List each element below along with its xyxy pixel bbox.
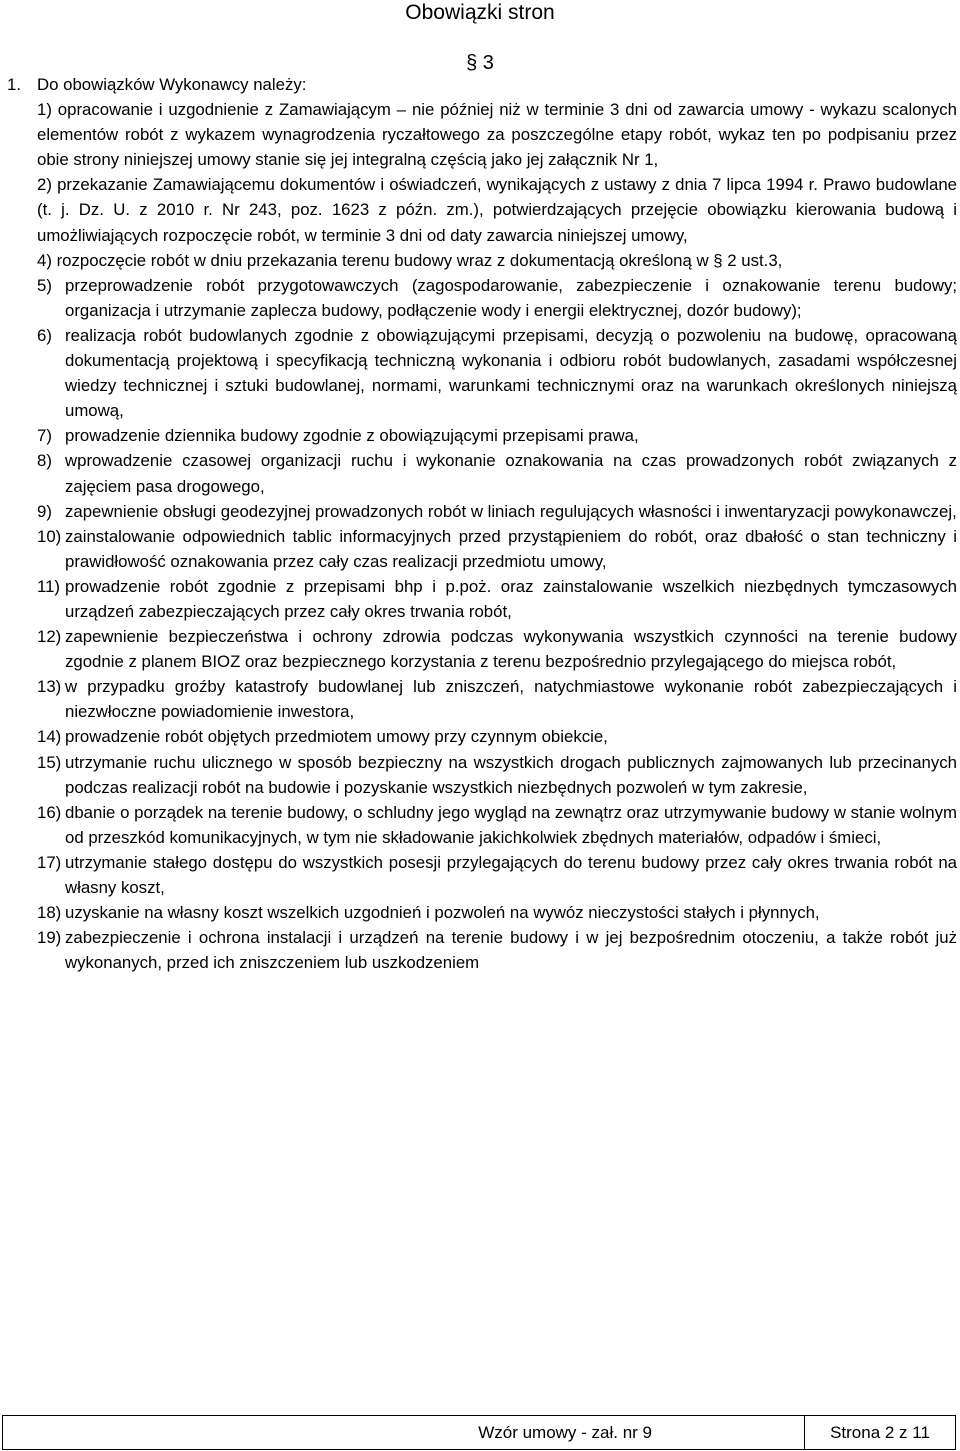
list-item-number: 1) [37,100,52,120]
footer-document-name: Wzór umowy - zał. nr 9 [3,1416,805,1449]
list-item-7 [37,423,957,448]
intro-number: 1. [7,75,21,94]
list-item-13 [37,674,957,724]
document-body [7,72,957,975]
page-footer [2,1415,956,1450]
list-item-body: wprowadzenie czasowej organizacji ruchu i wykonanie oznakowania na czas prowadzonych robót związanych z zajęciem pasa drogowego, [65,451,957,496]
list-item-4 [37,248,957,273]
list-item-number: 17) [37,852,62,872]
list-item-11 [37,574,957,624]
list-item-body: w przypadku groźby katastrofy budowlanej lub zniszczeń, natychmiastowe wykonanie robót zabezpieczających i niezwłoczne powiadomienie inwestora, [65,677,957,722]
list-item-body: realizacja robót budowlanych zgodnie z obowiązującymi przepisami, decyzją o pozwoleniu na budowę, opracowaną dokumentacją projektową i specyfikacją techniczną wykonania i odbioru robót budowlanych, zasadami współczesnej wiedzy technicznej i sztuki budowlanej, normami, warunkami technicznymi oraz na warunkach określonych niniejszą umową, [65,325,957,421]
list-item-body: zapewnienie obsługi geodezyjnej prowadzonych robót w liniach regulujących własności i inwentaryzacji powykonawczej, [65,501,957,521]
list-item-16 [37,800,957,850]
list-item-body: uzyskanie na własny koszt wszelkich uzgodnień i pozwoleń na wywóz nieczystości stałych i płynnych, [65,903,820,923]
list-item-number: 13) [37,677,62,697]
list-item-body: rozpoczęcie robót w dniu przekazania terenu budowy wraz z dokumentacją określoną w § 2 ust.3, [56,250,783,270]
list-item-number: 8) [37,451,52,471]
list-item-number: 12) [37,627,62,647]
list-item-body: utrzymanie stałego dostępu do wszystkich posesji przylegających do terenu budowy przez cały okres trwania robót na własny koszt, [65,852,957,897]
list-item-18 [37,900,957,925]
list-item-number: 2) [37,175,52,195]
list-item-number: 14) [37,727,62,747]
list-item-10 [37,524,957,574]
list-item-body: utrzymanie ruchu ulicznego w sposób bezpieczny na wszystkich drogach publicznych zajmowanych lub przecinanych podczas realizacji robót na budowie i pozyskanie wszystkich niezbędnych pozwoleń w tym zakresie, [65,752,957,797]
list-item-body: dbanie o porządek na terenie budowy, o schludny jego wygląd na zewnątrz oraz utrzymywanie budowy w stanie wolnym od przeszkód komunikacyjnych, w tym nie składowanie jakichkolwiek zbędnych materiałów, odpadów i śmieci, [65,802,957,847]
list-item-text [37,97,957,172]
list-item-number: 16) [37,802,62,822]
list-item-text [37,248,957,273]
list-item-body: prowadzenie robót objętych przedmiotem umowy przy czynnym obiekcie, [65,727,608,747]
list-item-19 [37,925,957,975]
list-item-12 [37,624,957,674]
list-item-14 [37,724,957,749]
list-item-number: 15) [37,752,62,772]
list-item-number: 18) [37,903,62,923]
list-item-15 [37,750,957,800]
intro-text: Do obowiązków Wykonawcy należy: [37,75,307,94]
list-item-17 [37,850,957,900]
list-item-number: 6) [37,325,52,345]
list-item-number: 19) [37,928,62,948]
list-item-number: 5) [37,275,52,295]
footer-page-number: Strona 2 z 11 [830,1423,930,1442]
list-item-number: 7) [37,426,52,446]
list-item-text [37,172,957,247]
list-item-number: 10) [37,526,62,546]
list-item-body: przeprowadzenie robót przygotowawczych (zagospodarowanie, zabezpieczenie i oznakowanie terenu budowy; organizacja i utrzymanie zaplecza budowy, podłączenie wody i energii elektrycznej, dozór budowy); [65,275,957,320]
list-item-9 [37,499,957,524]
list-item-1 [37,97,957,172]
list-item-body: przekazanie Zamawiającemu dokumentów i oświadczeń, wynikających z ustawy z dnia 7 lipca 1994 r. Prawo budowlane (t. j. Dz. U. z 2010 r. Nr 243, poz. 1623 z późn. zm.), potwierdzających przejęcie obowiązku kierowania budową i umożliwiających rozpoczęcie robót, w terminie 3 dni od daty zawarcia niniejszej umowy, [37,175,957,245]
list-item-6 [37,323,957,423]
list-item-body: zapewnienie bezpieczeństwa i ochrony zdrowia podczas wykonywania wszystkich czynności na terenie budowy zgodnie z planem BIOZ oraz bezpiecznego korzystania z terenu bezpośrednio przylegającego do miejsca robót, [65,627,957,672]
list-item-body: opracowanie i uzgodnienie z Zamawiającym – nie później niż w terminie 3 dni od zawarcia umowy - wykazu scalonych elementów robót z wykazem wynagrodzenia ryczałtowego za poszczególne etapy robót, wykaz ten po podpisaniu przez obie strony niniejszej umowy stanie się jej integralną częścią jako jej załącznik Nr 1, [37,100,957,170]
section-number: § 3 [466,52,494,74]
page-heading: Obowiązki stron [405,1,555,24]
list-item-number: 4) [37,250,52,270]
list-item-5 [37,273,957,323]
list-item-body: prowadzenie robót zgodnie z przepisami bhp i p.poż. oraz zainstalowanie wszelkich niezbędnych tymczasowych urządzeń zabezpieczających przez cały okres trwania robót, [65,576,957,621]
list-item-2 [37,172,957,247]
list-item-body: prowadzenie dziennika budowy zgodnie z obowiązującymi przepisami prawa, [65,426,639,446]
list-item-8 [37,448,957,498]
list-item-number: 11) [37,576,61,596]
list-item-body: zainstalowanie odpowiednich tablic informacyjnych przed przystąpieniem do robót, oraz dbałość o stan techniczny i prawidłowość oznakowania przez cały czas realizacji przedmiotu umowy, [65,526,957,571]
list-item-body: zabezpieczenie i ochrona instalacji i urządzeń na terenie budowy i w jej bezpośrednim otoczeniu, a także robót już wykonanych, przed ich zniszczeniem lub uszkodzeniem [65,928,957,973]
intro-paragraph [7,72,957,97]
list-item-number: 9) [37,501,52,521]
